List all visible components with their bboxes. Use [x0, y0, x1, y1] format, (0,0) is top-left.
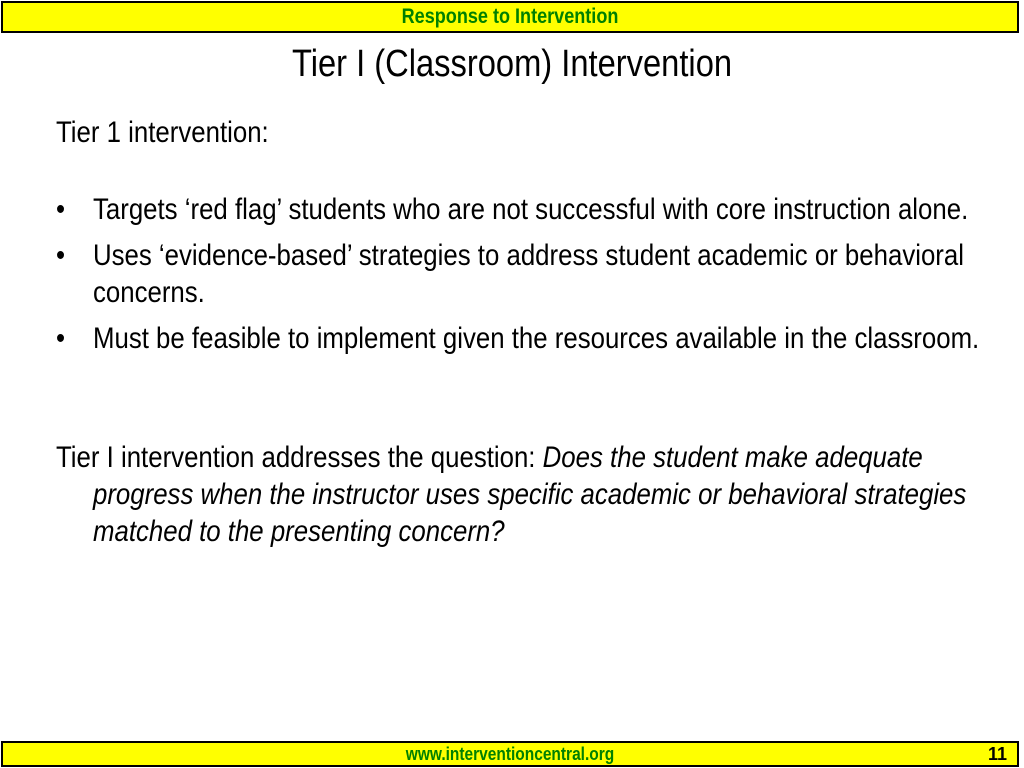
question-paragraph — [56, 439, 1002, 550]
bullet-icon: • — [56, 239, 66, 272]
question-italic: Does the student make adequate progress when the instructor uses specific academic or behavioral strategies matched to the presenting concern? — [92, 441, 967, 548]
bullet-item — [56, 237, 1002, 311]
bullet-icon: • — [56, 193, 66, 226]
footer-url-link[interactable]: www.interventioncentral.org — [405, 744, 615, 764]
footer-banner — [1, 741, 1019, 767]
slide-title: Tier I (Classroom) Intervention — [291, 43, 733, 85]
header-banner-text: Response to Intervention — [401, 5, 619, 28]
bullet-text: Uses ‘evidence-based’ strategies to address student academic or behavioral concerns. — [92, 239, 964, 309]
bullet-item — [56, 191, 1002, 228]
question-lead: Tier I intervention addresses the question: — [56, 441, 543, 474]
page-number: 11 — [987, 744, 1007, 764]
bullet-list — [56, 191, 1002, 357]
intro-text: Tier 1 intervention: — [56, 116, 269, 149]
header-banner — [1, 1, 1019, 33]
bullet-text: Targets ‘red flag’ students who are not successful with core instruction alone. — [92, 193, 969, 226]
bullet-item — [56, 320, 1002, 357]
slide-body — [56, 114, 1002, 550]
bullet-text: Must be feasible to implement given the resources available in the classroom. — [92, 322, 980, 355]
bullet-icon: • — [56, 322, 66, 355]
